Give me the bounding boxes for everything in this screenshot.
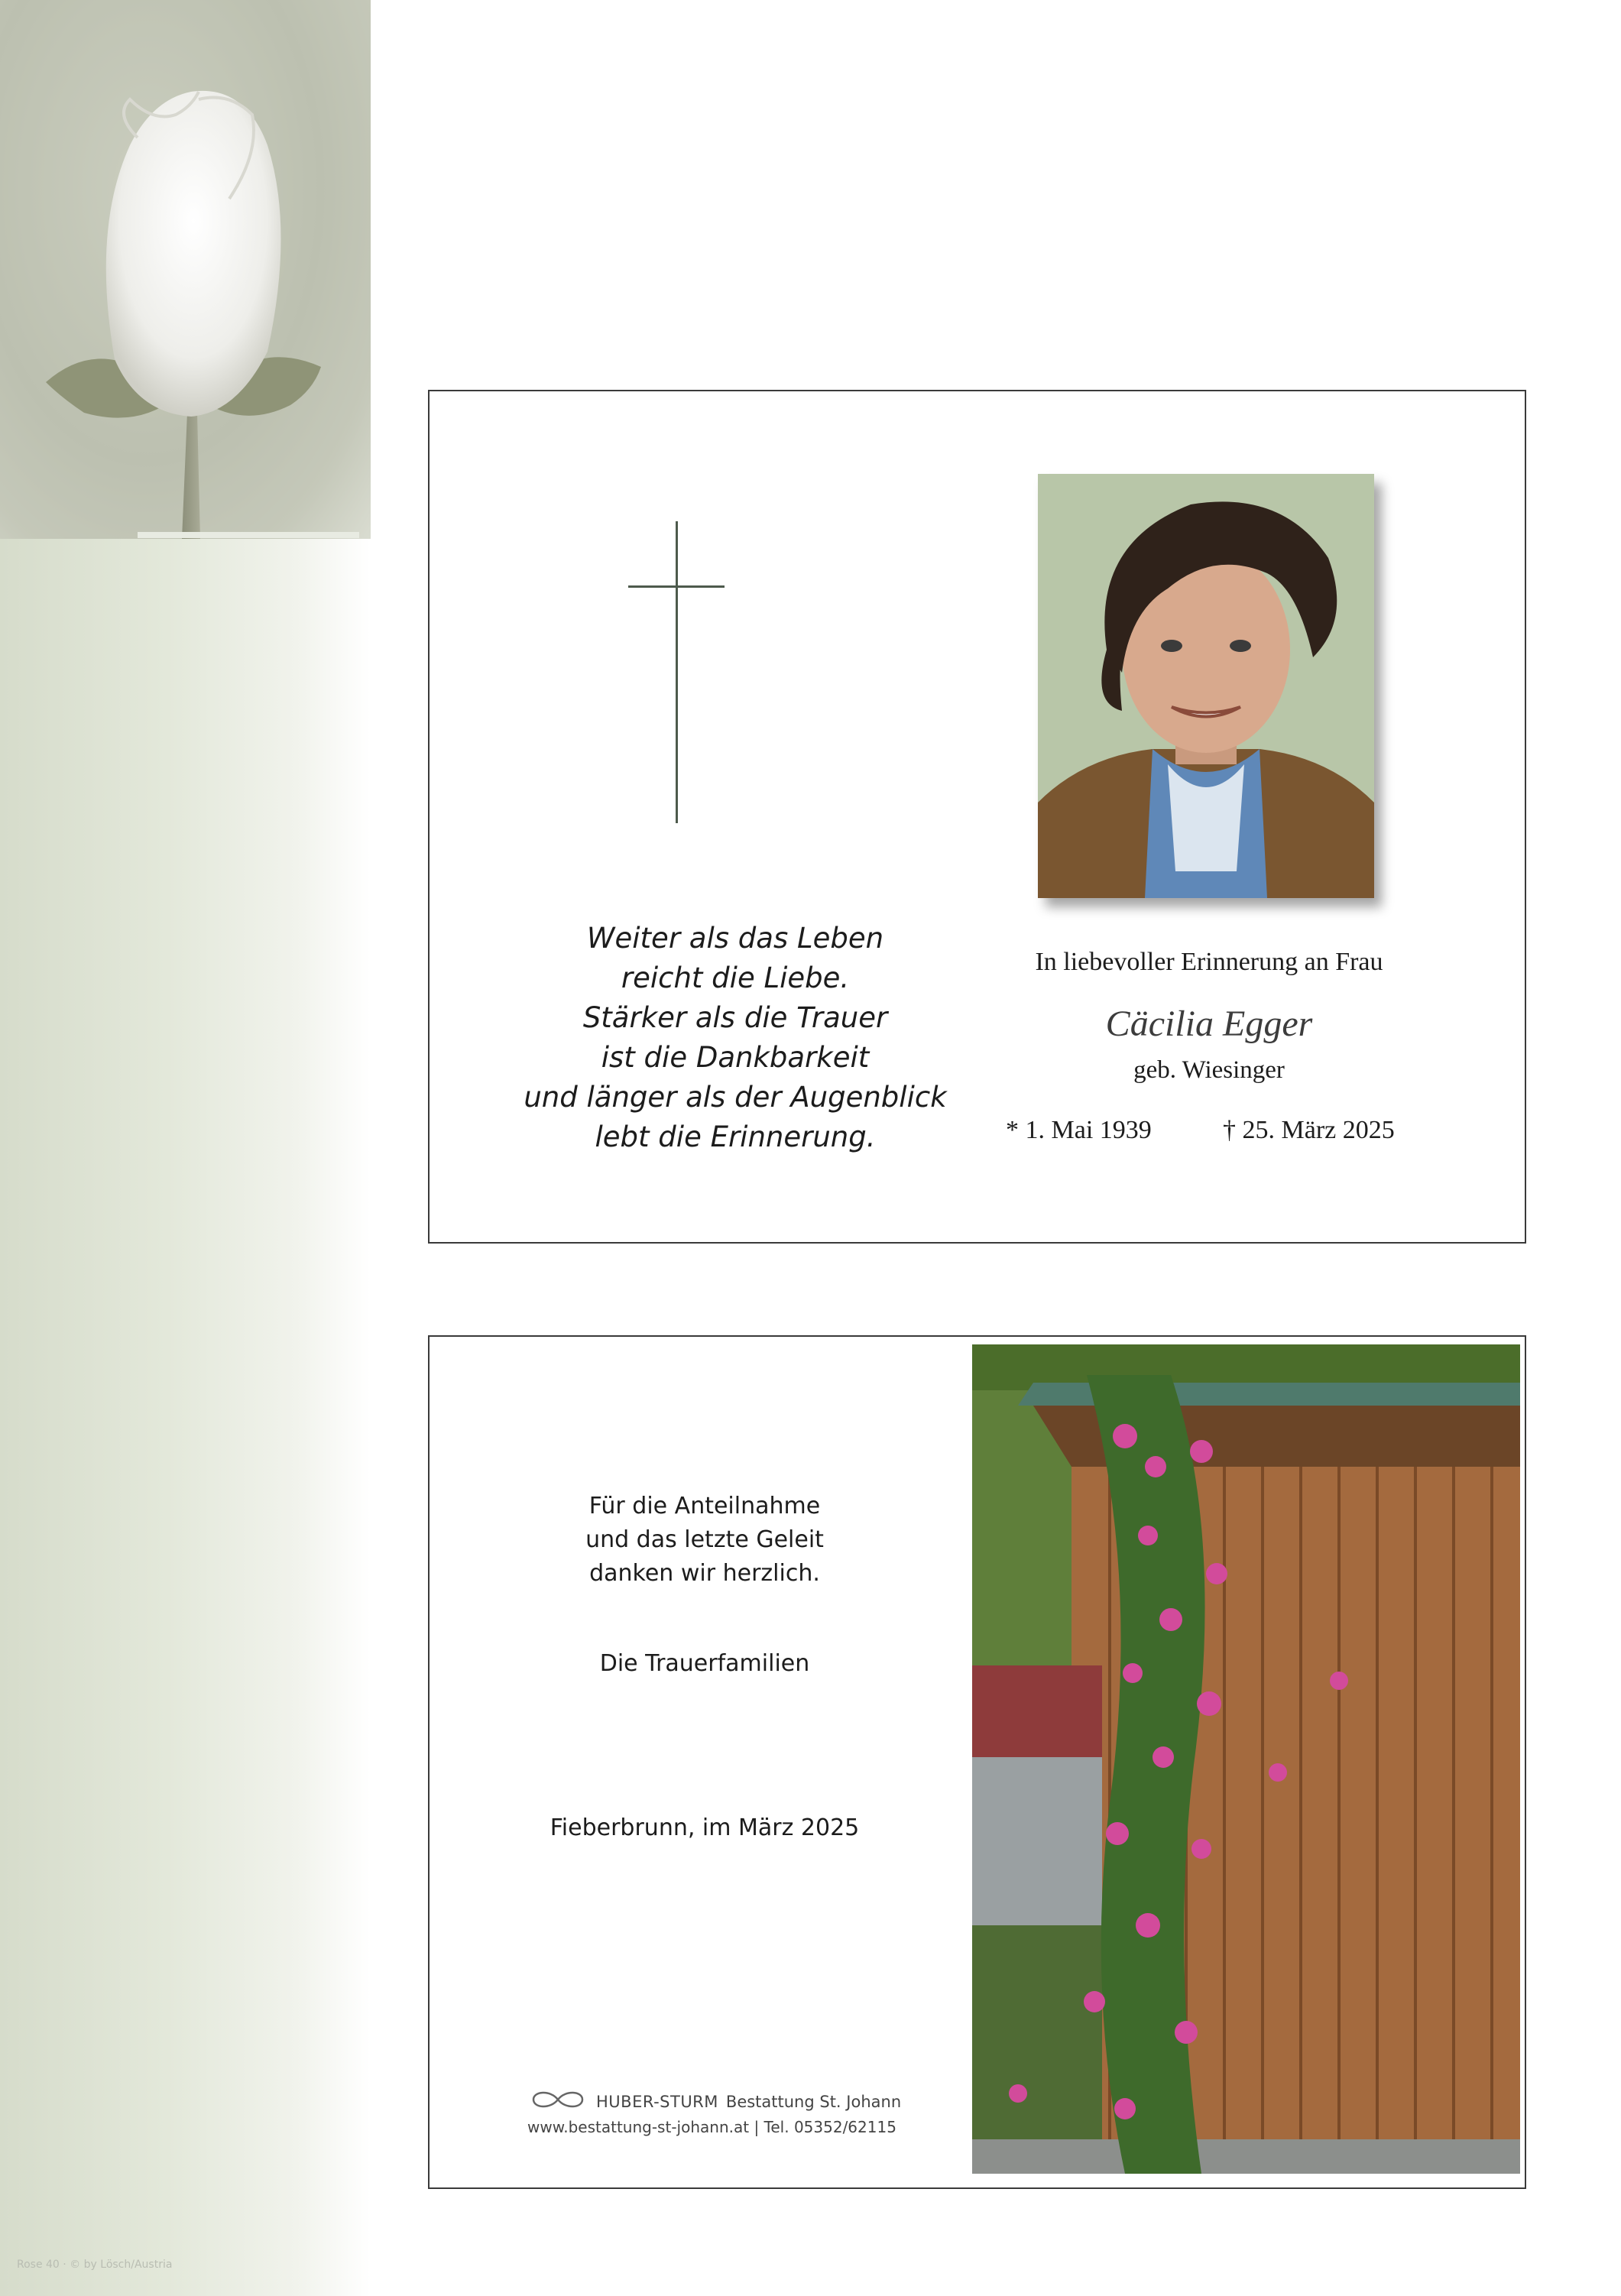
memorial-card-back xyxy=(428,1335,1526,2189)
portrait-photo xyxy=(1038,474,1374,898)
infinity-logo-icon xyxy=(527,2090,588,2113)
memorial-card-front xyxy=(428,390,1526,1244)
thanks-line: danken wir herzlich. xyxy=(589,1560,820,1587)
memorial-verse xyxy=(460,919,1010,1157)
verse-line: Stärker als die Trauer xyxy=(582,1001,888,1034)
verse-line: Weiter als das Leben xyxy=(586,922,884,955)
separator: | xyxy=(754,2118,760,2136)
funeral-home-imprint xyxy=(527,2090,925,2136)
funeral-home-website: www.bestattung-st-johann.at xyxy=(527,2118,750,2136)
thanks-message xyxy=(506,1490,903,1591)
maiden-name: geb. Wiesinger xyxy=(1133,1056,1285,1084)
birth-date: * 1. Mai 1939 xyxy=(1006,1116,1152,1144)
thanks-line: Für die Anteilnahme xyxy=(588,1493,821,1519)
deceased-name: Cäcilia Egger xyxy=(1105,1004,1313,1044)
thanks-line: und das letzte Geleit xyxy=(585,1526,824,1553)
rose-image xyxy=(0,0,371,539)
funeral-home-name: HUBER-STURM xyxy=(596,2092,718,2111)
verse-line: und länger als der Augenblick xyxy=(524,1081,947,1114)
cross-icon xyxy=(628,521,725,823)
verse-line: lebt die Erinnerung. xyxy=(595,1120,876,1153)
verse-line: reicht die Liebe. xyxy=(621,962,850,994)
families-signature: Die Trauerfamilien xyxy=(599,1650,810,1677)
funeral-home-subtitle: Bestattung St. Johann xyxy=(725,2092,902,2111)
place-date: Fieberbrunn, im März 2025 xyxy=(550,1814,860,1841)
death-date: † 25. März 2025 xyxy=(1223,1116,1395,1144)
verse-line: ist die Dankbarkeit xyxy=(601,1041,870,1074)
garden-shed-photo xyxy=(972,1344,1520,2174)
memory-intro: In liebevoller Erinnerung an Frau xyxy=(1035,948,1383,976)
funeral-home-phone: Tel. 05352/62115 xyxy=(763,2118,896,2136)
image-credit: Rose 40 · © by Lösch/Austria xyxy=(17,2259,173,2271)
